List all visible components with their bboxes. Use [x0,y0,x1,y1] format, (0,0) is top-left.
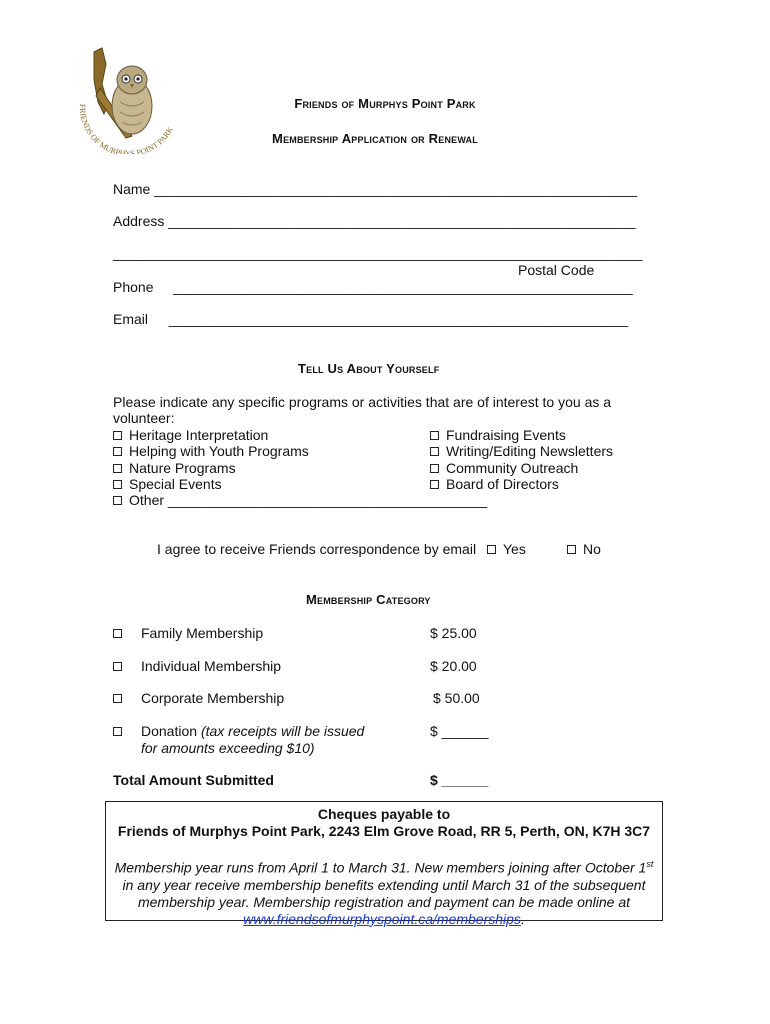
checkbox[interactable] [430,480,439,489]
consent-yes-label: Yes [503,541,526,557]
option-label: Other [129,492,165,508]
donation-note: (tax receipts will be issued [200,723,365,739]
donation-amount[interactable]: $ ______ [430,723,489,739]
membership-year-text-3: membership year. Membership registration and payment can be made online at [137,893,631,910]
form-title: Membership Application or Renewal [272,131,478,146]
email-field[interactable]: ___________________________________________________________ [168,311,629,327]
checkbox[interactable] [113,694,122,703]
checkbox[interactable] [113,662,122,671]
phone-field[interactable]: ___________________________________________________________ [173,279,633,295]
family-amount: $ 25.00 [430,625,477,641]
total-amount[interactable]: $ ______ [430,772,489,788]
cheques-payable: Cheques payable to [317,806,451,822]
checkbox[interactable] [113,464,122,473]
name-label: Name [113,181,151,197]
option-label: Special Events [129,476,222,492]
checkbox[interactable] [487,545,496,554]
option-fundraising[interactable] [430,427,566,443]
individual-label: Individual Membership [141,658,282,674]
option-other[interactable] [113,492,487,508]
option-label: Helping with Youth Programs [129,443,309,459]
option-special-events[interactable] [113,476,222,492]
option-label: Board of Directors [446,476,559,492]
consent-no[interactable] [567,541,601,557]
postal-code-label: Postal Code [518,262,595,278]
individual-amount: $ 20.00 [430,658,477,674]
logo-text: FRIENDS OF MURPHYS POINT PARK [77,103,175,154]
individual-membership[interactable] [113,658,129,674]
option-board[interactable] [430,476,559,492]
superscript: st [646,859,654,869]
membership-year-text-2: in any year receive membership benefits extending until March 31 of the subsequent [122,876,646,893]
org-title: Friends of Murphys Point Park [294,96,476,111]
option-label: Nature Programs [129,460,236,476]
option-label: Writing/Editing Newsletters [446,443,614,459]
membership-heading: Membership Category [306,592,431,607]
checkbox[interactable] [113,727,122,736]
address-field[interactable]: ____________________________________________________________ [168,213,636,229]
family-label: Family Membership [141,625,264,641]
about-intro-line1: Please indicate any specific programs or activities that are of interest to you as a [113,394,612,410]
checkbox[interactable] [113,447,122,456]
checkbox[interactable] [430,431,439,440]
family-membership[interactable] [113,625,129,641]
about-heading: Tell Us About Yourself [298,361,440,376]
corporate-amount: $ 50.00 [433,690,480,706]
checkbox[interactable] [113,431,122,440]
checkbox[interactable] [113,496,122,505]
option-label: Community Outreach [446,460,579,476]
other-field[interactable]: _________________________________________ [167,492,488,508]
about-intro-line2: volunteer: [113,410,175,426]
donation-note-2: for amounts exceeding $10) [141,740,315,756]
payment-notice [105,801,663,927]
option-heritage[interactable] [113,427,268,443]
corporate-label: Corporate Membership [141,690,285,706]
donation[interactable] [113,723,129,739]
checkbox[interactable] [113,629,122,638]
mailing-address: Friends of Murphys Point Park, 2243 Elm Grove Road, RR 5, Perth, ON, K7H 3C7 [117,823,651,839]
donation-label: Donation [141,723,198,739]
corporate-membership[interactable] [113,690,129,706]
consent-yes[interactable] [487,541,526,557]
checkbox[interactable] [430,464,439,473]
phone-label: Phone [113,279,154,295]
option-youth[interactable] [113,443,309,459]
address-label: Address [113,213,165,229]
period: . [520,910,525,927]
option-newsletters[interactable] [430,443,613,459]
membership-link[interactable]: www.friendsofmurphyspoint.ca/memberships [243,910,521,927]
checkbox[interactable] [430,447,439,456]
option-label: Heritage Interpretation [129,427,269,443]
option-label: Fundraising Events [446,427,566,443]
consent-no-label: No [583,541,601,557]
address-line2-field[interactable]: ____________________________________________________________________ [113,245,643,261]
option-nature[interactable] [113,460,236,476]
name-field[interactable]: ______________________________________________________________ [154,181,637,197]
checkbox[interactable] [113,480,122,489]
total-label: Total Amount Submitted [113,772,274,788]
consent-text: I agree to receive Friends correspondence by email [157,541,477,557]
membership-year-text: Membership year runs from April 1 to March 31. New members joining after October 1 [114,859,647,876]
email-label: Email [113,311,149,327]
checkbox[interactable] [567,545,576,554]
option-outreach[interactable] [430,460,578,476]
